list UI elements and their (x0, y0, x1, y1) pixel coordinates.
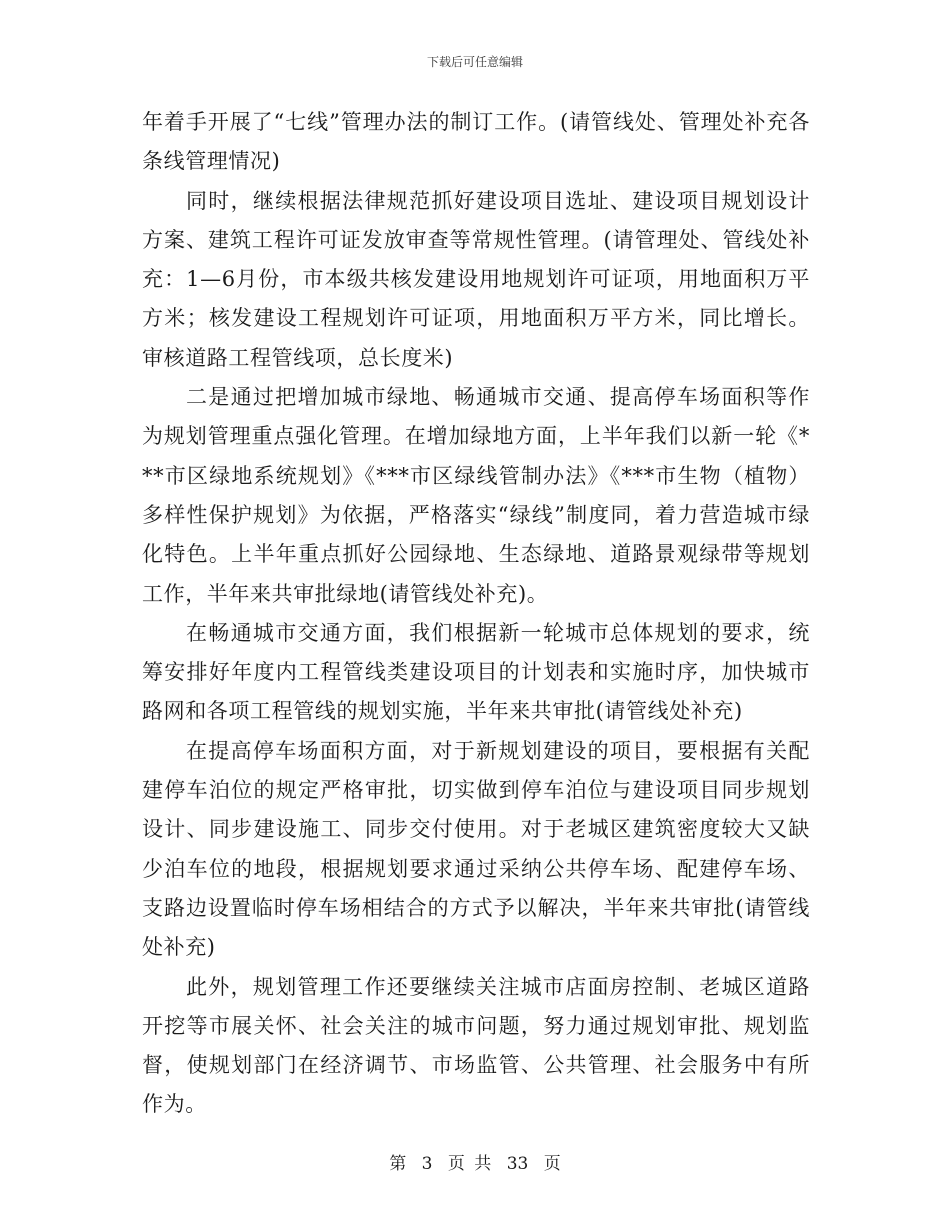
paragraph: 二是通过把增加城市绿地、畅通城市交通、提高停车场面积等作为规划管理重点强化管理。在增加绿地方面，上半年我们以新一轮《***市区绿地系统规划》《***市区绿线管制办法》《***市生物（植物）多样性保护规划》为依据，严格落实“绿线”制度同，着力营造城市绿化特色。上半年重点抓好公园绿地、生态绿地、道路景观绿带等规划工作，半年来共审批绿地(请管线处补充)。 (142, 385, 810, 606)
paragraph: 此外，规划管理工作还要继续关注城市店面房控制、老城区道路开挖等市展关怀、社会关注的城市问题，努力通过规划审批、规划监督，使规划部门在经济调节、市场监管、公共管理、社会服务中有所作为。 (142, 974, 810, 1117)
footer-middle: 页 共 (447, 1154, 492, 1174)
paragraph: 同时，继续根据法律规范抓好建设项目选址、建设项目规划设计方案、建筑工程许可证发放审查等常规性管理。(请管理处、管线处补充：1—6月份，市本级共核发建设用地规划许可证项，用地面积万平方米；核发建设工程规划许可证项，用地面积万平方米，同比增长。审核道路工程管线项，总长度米) (142, 188, 810, 370)
paragraph: 在畅通城市交通方面，我们根据新一轮城市总体规划的要求，统筹安排好年度内工程管线类建设项目的计划表和实施时序，加快城市路网和各项工程管线的规划实施，半年来共审批(请管线处补充) (142, 620, 810, 724)
paragraph: 在提高停车场面积方面，对于新规划建设的项目，要根据有关配建停车泊位的规定严格审批，切实做到停车泊位与建设项目同步规划设计、同步建设施工、同步交付使用。对于老城区建筑密度较大又缺少泊车位的地段，根据规划要求通过采纳公共停车场、配建停车场、支路边设置临时停车场相结合的方式予以解决，半年来共审批(请管线处补充) (142, 738, 810, 960)
page-total: 33 (506, 1154, 529, 1174)
footer-suffix: 页 (543, 1154, 561, 1174)
document-body (142, 103, 810, 1125)
page-header (0, 54, 950, 70)
header-note: 下载后可任意编辑 (426, 55, 523, 69)
page-footer (0, 1153, 950, 1175)
page-number: 3 (421, 1154, 433, 1174)
footer-prefix: 第 (389, 1154, 407, 1174)
paragraph: 年着手开展了“七线”管理办法的制订工作。(请管线处、管理处补充各条线管理情况) (142, 110, 810, 174)
